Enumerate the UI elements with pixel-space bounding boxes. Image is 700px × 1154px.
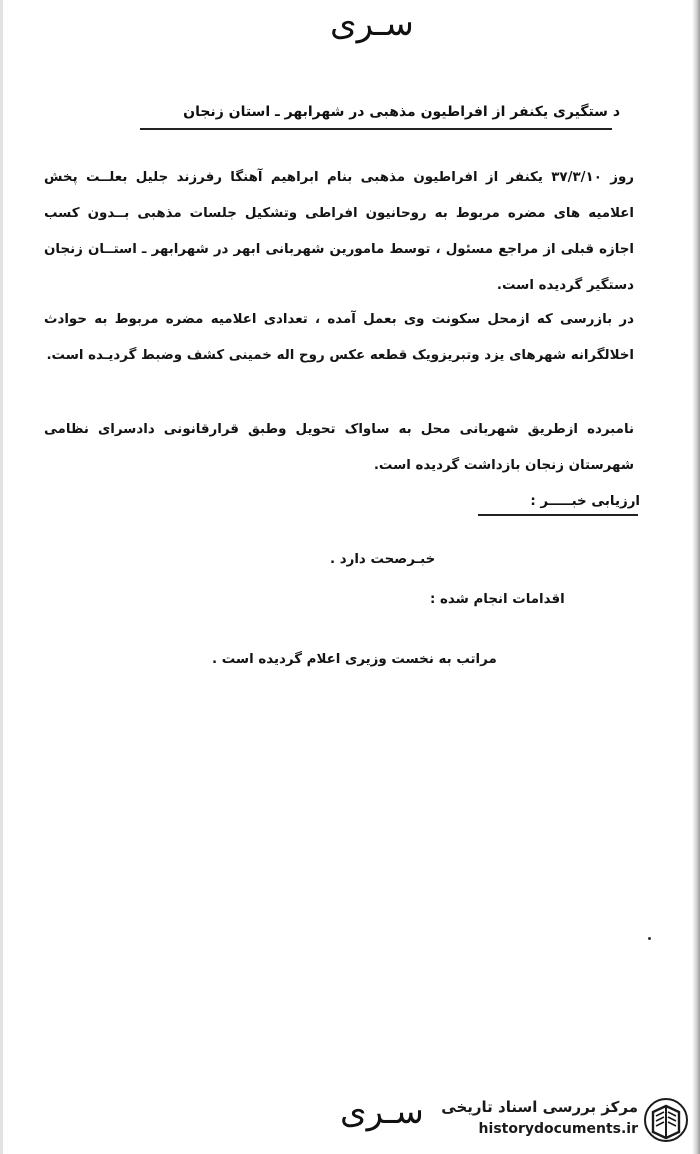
subject-underline <box>140 128 612 130</box>
classification-header: سـری <box>330 4 414 44</box>
paragraph-search: در بازرسی که ازمحل سکونت وی بعمل آمده ، تعدادی اعلامیه مضره مربوط به حوادث اخلالگرانه شهرهای یزد وتبریزویک قطعه عکس روح اله خمینی کشف وضبط گردیـده است. <box>44 312 634 363</box>
document-subject: د ستگیری یکنفر از افراطیون مذهبی در شهرابهر ـ استان زنجان <box>183 104 620 120</box>
final-note: مراتب به نخست وزیری اعلام گردیده است . <box>212 652 497 667</box>
watermark-title: مرکز بررسی اسناد تاریخی <box>441 1098 638 1116</box>
scan-speck <box>648 937 651 940</box>
scan-edge-left <box>0 0 3 1154</box>
assessment-value: خبـرصحت دارد . <box>330 552 436 567</box>
paragraph-arrest: روز ۳۷/۳/۱۰ یکنفر از افراطیون مذهبی بنام ابراهیم آهنگا رفرزند جلیل بعلــت پخش اعلامیه های مضره مربوط به روحانیون افراطی وتشکیل جلسات مذهبی بــدون کسب اجازه قبلی از مراجع مسئول ، توسط مامورین شهربانی ابهر در شهرابهر ـ استــان زنجان دستگیر گردیده است. <box>44 170 635 293</box>
actions-label: اقدامات انجام شده : <box>430 592 565 607</box>
archive-book-icon <box>644 1096 688 1144</box>
watermark <box>420 1094 692 1146</box>
paragraph-custody: نامبرده ازطریق شهربانی محل به ساواک تحویل وطبق قرارقانونی دادسرای نظامی شهرستان زنجان بازداشت گردیده است. <box>44 422 634 473</box>
assessment-label: ارزیابی خبـــــر : <box>530 494 640 509</box>
assessment-underline <box>478 514 638 516</box>
classification-footer: سـری <box>340 1092 424 1132</box>
scan-edge-right <box>692 0 700 1154</box>
watermark-url[interactable]: historydocuments.ir <box>478 1121 638 1137</box>
